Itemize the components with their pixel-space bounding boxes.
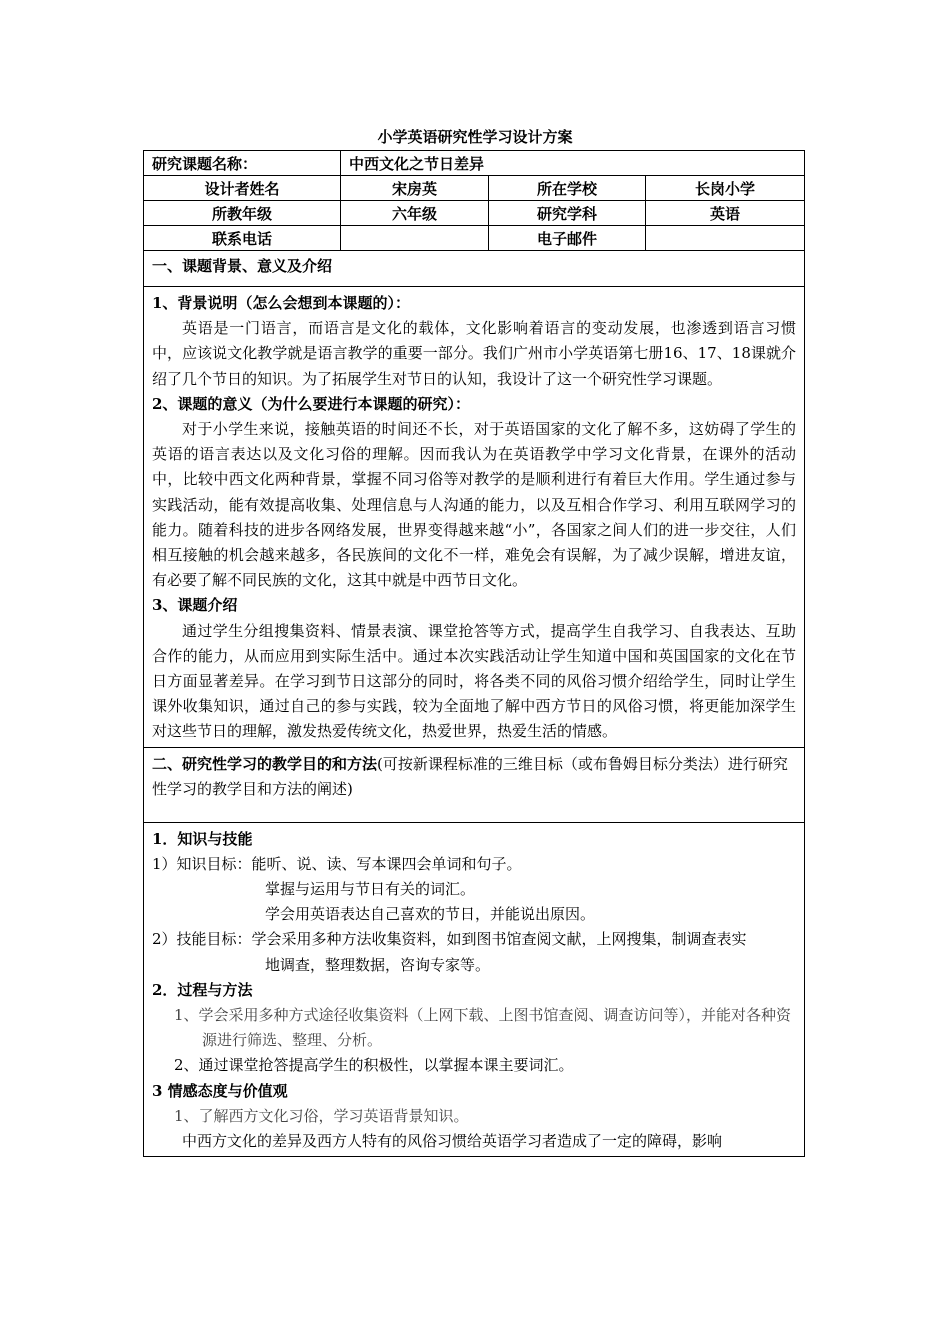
section1-heading-row — [144, 251, 805, 287]
knowledge-goal-c: 学会用英语表达自己喜欢的节日，并能说出原因。 — [265, 905, 596, 924]
grade-row — [144, 201, 805, 226]
section2-heading-row — [144, 747, 805, 822]
knowledge-goal-b: 掌握与运用与节日有关的词汇。 — [265, 880, 476, 899]
emotion-heading: 3 情感态度与价值观 — [152, 1081, 288, 1100]
skill-goal-label: 2）技能目标： — [152, 930, 252, 949]
grade-label: 所教年级 — [144, 201, 341, 226]
topic-row — [144, 151, 805, 176]
document-title: 小学英语研究性学习设计方案 — [377, 128, 573, 146]
phone-value — [341, 226, 489, 251]
school-label: 所在学校 — [489, 176, 646, 201]
section2-heading-title: 二、研究性学习的教学目的和方法 — [152, 754, 378, 773]
process-item-2: 2、通过课堂抢答提高学生的积极性，以掌握本课主要词汇。 — [174, 1056, 574, 1075]
knowledge-heading: 1．知识与技能 — [152, 829, 253, 848]
topic-value: 中西文化之节日差异 — [341, 151, 805, 176]
intro-heading: 3、课题介绍 — [152, 596, 238, 615]
topic-label: 研究课题名称： — [144, 151, 341, 176]
section1-heading: 一、课题背景、意义及介绍 — [144, 251, 805, 287]
emotion-text: 中西方文化的差异及西方人特有的风俗习惯给英语学习者造成了一定的障碍，影响 — [182, 1132, 723, 1151]
knowledge-goal-label: 1）知识目标： — [152, 854, 252, 873]
knowledge-goal-a: 能听、说、读、写本课四会单词和句子。 — [251, 854, 522, 873]
knowledge-goal-line1 — [152, 852, 796, 877]
school-value: 长岗小学 — [646, 176, 805, 201]
grade-value: 六年级 — [341, 201, 489, 226]
process-item-1: 1、学会采用多种方式途径收集资料（上网下载、上图书馆查阅、调查访问等），并能对各种资源进行筛选、整理、分析。 — [174, 1006, 792, 1050]
email-value — [646, 226, 805, 251]
section2-body-row — [144, 822, 805, 1157]
designer-value: 宋房英 — [341, 176, 489, 201]
subject-value: 英语 — [646, 201, 805, 226]
process-heading: 2．过程与方法 — [152, 980, 253, 999]
email-label: 电子邮件 — [489, 226, 646, 251]
intro-text: 通过学生分组搜集资料、情景表演、课堂抢答等方式，提高学生自我学习、自我表达、互助合作的能力，从而应用到实际生活中。通过本次实践活动让学生知道中国和英国国家的文化在节日方面显著差异。在学习到节日这部分的同时，将各类不同的风俗习惯介绍给学生，同时让学生课外收集知识，通过自己的参与实践，较为全面地了解中西方节日的风俗习惯，将更能加深学生对这些节日的理解，激发热爱传统文化，热爱世界，热爱生活的情感。 — [152, 621, 796, 741]
section2-heading-note: (可按新课程标准的三维目标（或布鲁姆目标分类法）进行研究性学习的教学目和方法的阐述) — [152, 754, 788, 798]
section2-heading — [144, 747, 805, 822]
skill-goal-a: 学会采用多种方法收集资料，如到图书馆查阅文献，上网搜集，制调查表实 — [251, 930, 747, 949]
meaning-text: 对于小学生来说，接触英语的时间还不长，对于英语国家的文化了解不多，这妨碍了学生的英语的语言表达以及文化习俗的理解。因而我认为在英语教学中学习文化背景，在课外的活动中，比较中西文化两种背景，掌握不同习俗等对教学的是顺利进行有着巨大作用。学生通过参与实践活动，能有效提高收集、处理信息与人沟通的能力，以及互相合作学习、利用互联网学习的能力。随着科技的进步各网络发展，世界变得越来越“小”，各国家之间人们的进一步交往，人们相互接触的机会越来越多，各民族间的文化不一样，难免会有误解，为了减少误解，增进友谊，有必要了解不同民族的文化，这其中就是中西节日文化。 — [152, 420, 796, 590]
emotion-item-1: 1、了解西方文化习俗，学习英语背景知识。 — [174, 1106, 469, 1125]
section1-body — [144, 287, 805, 748]
section1-body-row — [144, 287, 805, 748]
section2-body — [144, 822, 805, 1157]
skill-goal-line1 — [152, 927, 796, 952]
meaning-heading: 2、课题的意义（为什么要进行本课题的研究）： — [152, 394, 470, 413]
skill-goal-b: 地调查，整理数据，咨询专家等。 — [265, 955, 491, 974]
designer-label: 设计者姓名 — [144, 176, 341, 201]
contact-row — [144, 226, 805, 251]
subject-label: 研究学科 — [489, 201, 646, 226]
background-heading: 1、背景说明（怎么会想到本课题的）： — [152, 294, 410, 312]
designer-row — [144, 176, 805, 201]
background-text: 英语是一门语言，而语言是文化的载体，文化影响着语言的变动发展，也渗透到语言习惯中，应该说文化教学就是语言教学的重要一部分。我们广州市小学英语第七册16、17、18课就介绍了几个节日的知识。为了拓展学生对节日的认知，我设计了这一个研究性学习课题。 — [152, 319, 796, 388]
phone-label: 联系电话 — [144, 226, 341, 251]
design-form-table — [143, 150, 805, 1157]
